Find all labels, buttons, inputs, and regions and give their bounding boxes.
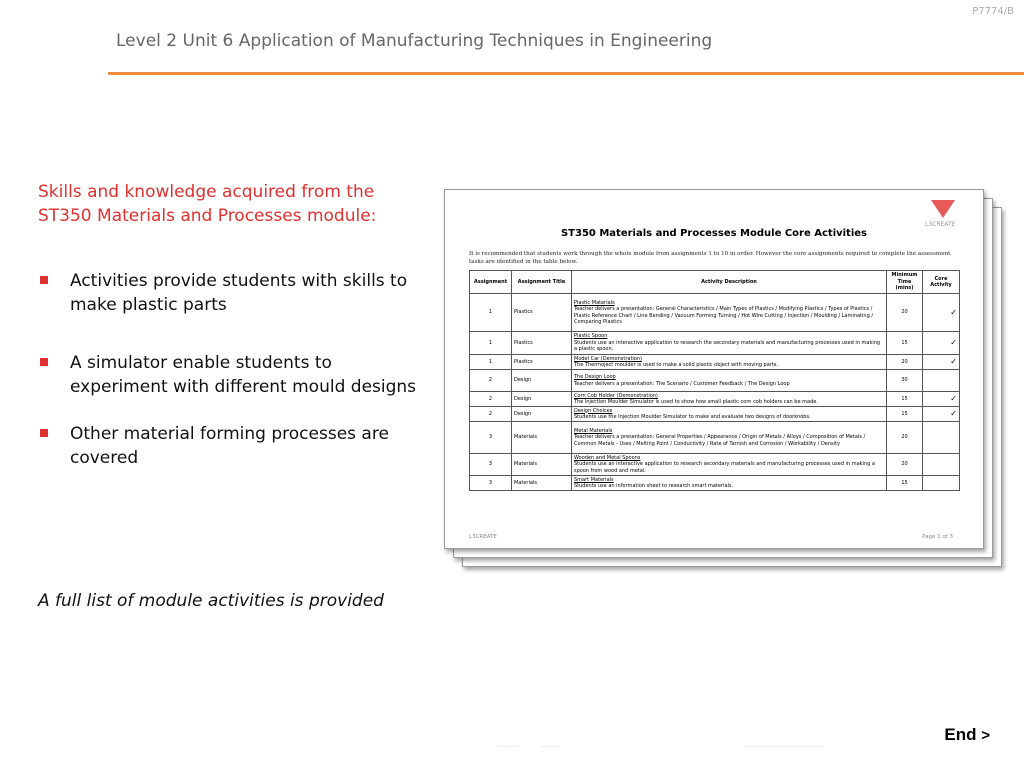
assignment-cell: 3 — [470, 476, 512, 491]
document-page-number: Page 1 of 3 — [922, 534, 953, 540]
activity-description: Students use an interactive application to research secondary materials and manufacturing processes used in making a spoon from wood and metal. — [574, 461, 875, 474]
time-cell: 20 — [887, 422, 923, 454]
checkmark-icon: ✓ — [950, 307, 957, 317]
bullet-item: A simulator enable students to experiment with different mould designs — [38, 351, 418, 399]
activity-heading: Plastic Materials — [574, 299, 615, 306]
slide-code: P7774/B — [972, 6, 1014, 17]
table-body — [470, 294, 960, 491]
time-cell: 20 — [887, 454, 923, 476]
faint-divider — [744, 746, 824, 747]
title-cell: Materials — [512, 422, 572, 454]
end-label: End — [944, 725, 977, 744]
logo-mark-icon — [931, 200, 955, 218]
time-cell: 15 — [887, 332, 923, 355]
checkmark-icon: ✓ — [950, 394, 957, 403]
table-row — [470, 370, 960, 392]
checkmark-icon: ✓ — [950, 357, 957, 366]
time-cell: 20 — [887, 294, 923, 332]
activity-description: The Thermoject moulder is used to make a solid plastic object with moving parts. — [574, 362, 778, 368]
core-cell — [923, 332, 960, 355]
title-cell: Materials — [512, 454, 572, 476]
note-text: A full list of module activities is provided — [38, 591, 384, 611]
table-row — [470, 407, 960, 422]
assignment-cell: 3 — [470, 454, 512, 476]
activity-heading: The Design Loop — [574, 374, 616, 380]
activity-heading: Design Choices — [574, 407, 613, 414]
description-cell — [572, 332, 887, 355]
activity-description: Students use the Injection Moulder Simulator to make and evaluate two designs of doorknobs. — [574, 414, 811, 420]
core-cell — [923, 370, 960, 392]
activity-heading: Model Car (Demonstration) — [574, 355, 642, 362]
time-cell: 15 — [887, 407, 923, 422]
time-cell: 15 — [887, 392, 923, 407]
description-cell — [572, 422, 887, 454]
core-cell — [923, 355, 960, 370]
activity-heading: Corn Cob Holder (Demonstration) — [574, 392, 658, 399]
table-row — [470, 355, 960, 370]
table-row — [470, 294, 960, 332]
title-cell: Materials — [512, 476, 572, 491]
activity-heading: Smart Materials — [574, 476, 614, 483]
title-cell: Plastics — [512, 332, 572, 355]
core-cell — [923, 476, 960, 491]
title-cell: Design — [512, 392, 572, 407]
activity-heading: Wooden and Metal Spoons — [574, 454, 641, 461]
title-cell: Design — [512, 370, 572, 392]
column-header: Activity Description — [572, 271, 887, 294]
logo-text: L3CREATE — [925, 221, 956, 228]
bullet-list — [38, 269, 418, 470]
assignment-cell: 1 — [470, 294, 512, 332]
description-cell — [572, 294, 887, 332]
assignment-cell: 2 — [470, 407, 512, 422]
column-header: Assignment — [470, 271, 512, 294]
faint-divider — [498, 746, 518, 747]
activities-table — [469, 270, 960, 491]
bullet-item: Activities provide students with skills to make plastic parts — [38, 269, 418, 317]
description-cell — [572, 454, 887, 476]
title-cell: Plastics — [512, 355, 572, 370]
column-header: Core Activity — [923, 271, 960, 294]
activity-heading: Plastic Spoon — [574, 333, 608, 340]
activity-description: The Injection Moulder Simulator is used to show how small plastic corn cob holders can be made. — [574, 399, 818, 405]
description-cell — [572, 355, 887, 370]
description-cell — [572, 370, 887, 392]
activity-description: Teacher delivers a presentation: General Characteristics / Main Types of Plastics / Modifying Plastics / Types of Plastics / Plastic Reference Chart / Line Bending / Vacuum Forming Turning / Hot Wire Cutting / Injection / Moulding / Laminating / Comparing Plastics — [574, 306, 874, 325]
activity-description: Teacher delivers a presentation: General Properties / Appearance / Origin of Metals / Alloys / Composition of Metals / Common Metals - Uses / Melting Point / Conductivity / Rate of Tarnish and Corrosion / Workability / Density — [574, 434, 866, 447]
core-cell — [923, 454, 960, 476]
document-footer-brand: L3CREATE — [469, 534, 497, 540]
content-panel — [38, 180, 418, 470]
title-divider — [108, 72, 1024, 75]
document-page — [444, 189, 984, 549]
assignment-cell: 3 — [470, 422, 512, 454]
description-cell — [572, 392, 887, 407]
core-cell — [923, 407, 960, 422]
core-cell — [923, 294, 960, 332]
l3create-logo — [925, 200, 961, 228]
table-row — [470, 392, 960, 407]
assignment-cell: 2 — [470, 392, 512, 407]
activity-description: Students use an interactive application to research the secondary materials and manufacturing processes used in making a plastic spoon. — [574, 339, 881, 353]
assignment-cell: 1 — [470, 355, 512, 370]
time-cell: 20 — [887, 355, 923, 370]
table-row — [470, 476, 960, 491]
checkmark-icon: ✓ — [950, 409, 957, 418]
intro-text: Skills and knowledge acquired from the ST350 Materials and Processes module: — [38, 182, 377, 226]
checkmark-icon: ✓ — [950, 338, 957, 347]
end-link[interactable] — [944, 725, 990, 745]
activity-description: Students use an information sheet to research smart materials. — [574, 483, 734, 489]
bullet-item: Other material forming processes are covered — [38, 422, 418, 470]
document-intro: It is recommended that students work through the whole module from assignments 1 to 10 in order. However the core assignments required to complete the assessment tasks are identified in the table below. — [469, 251, 951, 265]
column-header: Assignment Title — [512, 271, 572, 294]
assignment-cell: 1 — [470, 332, 512, 355]
table-row — [470, 332, 960, 355]
document-title: ST350 Materials and Processes Module Core Activities — [560, 228, 868, 239]
time-cell: 30 — [887, 370, 923, 392]
core-cell — [923, 392, 960, 407]
title-cell: Plastics — [512, 294, 572, 332]
description-cell — [572, 476, 887, 491]
description-cell — [572, 407, 887, 422]
column-header: Minimum Time (mins) — [887, 271, 923, 294]
table-row — [470, 422, 960, 454]
activity-description: Teacher delivers a presentation: The Scenario / Customer Feedback / The Design Loop — [574, 380, 790, 387]
activity-heading: Metal Materials — [574, 427, 613, 434]
time-cell: 15 — [887, 476, 923, 491]
table-row — [470, 454, 960, 476]
arrow-right-icon: > — [981, 727, 990, 744]
core-cell — [923, 422, 960, 454]
table-header-row — [470, 271, 960, 294]
assignment-cell: 2 — [470, 370, 512, 392]
faint-divider — [540, 746, 560, 747]
title-cell: Design — [512, 407, 572, 422]
slide-title: Level 2 Unit 6 Application of Manufacturing Techniques in Engineering — [116, 31, 713, 51]
